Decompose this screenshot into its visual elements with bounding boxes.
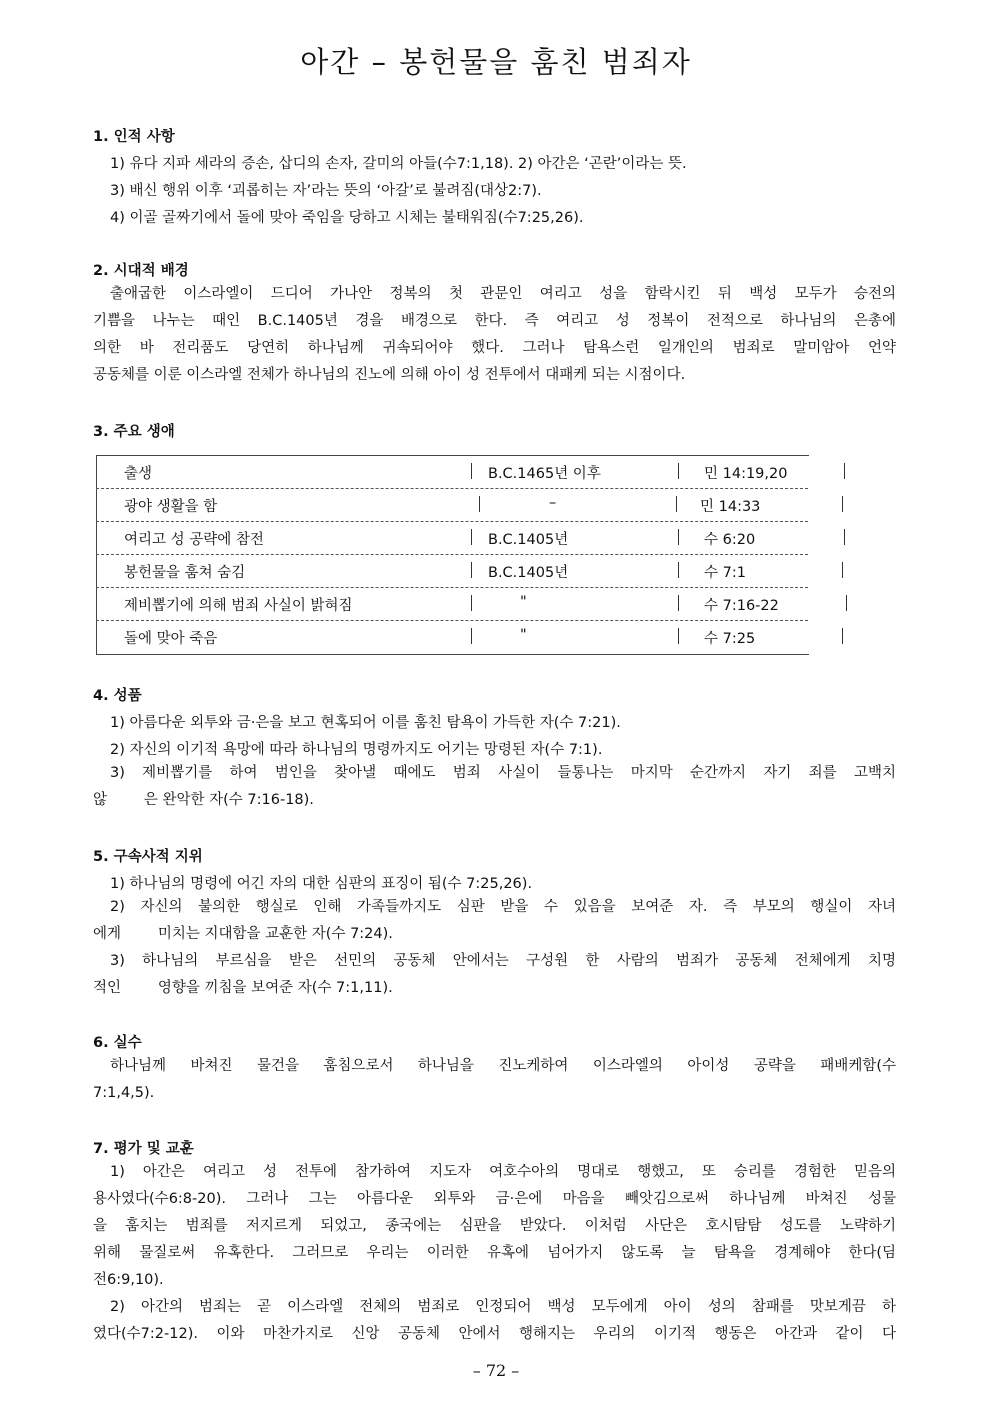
column-separator [678, 628, 679, 644]
column-separator [678, 463, 679, 479]
character-paragraph-3 [93, 760, 896, 814]
column-separator [471, 463, 472, 479]
column-separator [678, 529, 679, 545]
paragraph-line: 적인 영향을 끼침을 보여준 자(수 7:1,11). [93, 980, 393, 996]
paragraph-line: 기쁨을 나누는 때인 B.C.1405년 경을 배경으로 한다. 즉 여리고 성 정복이 전적으로 하나님의 은총에 [93, 313, 896, 329]
reference-cell: 수 7:16-22 [704, 598, 779, 614]
historical-background-paragraph [93, 281, 896, 389]
section-heading-historical-background: 2. 시대적 배경 [93, 263, 189, 279]
date-cell: " [520, 594, 527, 610]
personal-info-line-2: 3) 배신 행위 이후 ‘괴롭히는 자’라는 뜻의 ‘아갈’로 불려짐(대상2:7). [110, 183, 542, 199]
date-cell: B.C.1405년 [488, 532, 569, 548]
paragraph-line: 공동체를 이룬 이스라엘 전체가 하나님의 진노에 의해 아이 성 전투에서 대패케 되는 시점이다. [93, 367, 686, 383]
date-cell: B.C.1405년 [488, 565, 569, 581]
paragraph-line: 7:1,4,5). [93, 1085, 155, 1101]
redemptive-paragraph-3 [93, 948, 896, 1002]
table-row [96, 587, 848, 620]
date-cell: " [520, 627, 527, 643]
date-cell: – [549, 495, 557, 511]
column-separator [676, 496, 677, 512]
redemptive-paragraph-2 [93, 894, 896, 948]
paragraph-line: 을 훔치는 범죄를 저지르게 되었고, 종국에는 심판을 받았다. 이처럼 사단은 호시탐탐 성도를 노략하기 [93, 1218, 896, 1234]
event-cell: 출생 [124, 466, 153, 482]
paragraph-line: 3) 제비뽑기를 하여 범인을 찾아낼 때에도 범죄 사실이 들통나는 마지막 순간까지 자기 죄를 고백치 [110, 765, 896, 781]
event-cell: 광야 생활을 함 [124, 499, 218, 515]
date-cell: B.C.1465년 이후 [488, 466, 601, 482]
page-title: 아간 – 봉헌물을 훔친 범죄자 [300, 45, 692, 79]
paragraph-line: 않 은 완악한 자(수 7:16-18). [93, 792, 314, 808]
paragraph-line: 용사였다(수6:8-20). 그러나 그는 아름다운 외투와 금·은에 마음을 빼앗김으로써 하나님께 바쳐진 성물 [93, 1191, 896, 1207]
column-separator [842, 562, 843, 578]
paragraph-line: 전6:9,10). [93, 1272, 164, 1288]
event-cell: 여리고 성 공략에 참전 [124, 532, 264, 548]
column-separator [471, 529, 472, 545]
reference-cell: 수 7:1 [704, 565, 746, 581]
paragraph-line: 였다(수7:2-12). 이와 마찬가지로 신앙 공동체 안에서 행해지는 우리의 이기적 행동은 아간과 같이 다 [93, 1326, 896, 1342]
reference-cell: 수 6:20 [704, 532, 756, 548]
paragraph-line: 하나님께 바쳐진 물건을 훔침으로서 하나님을 진노케하여 이스라엘의 아이성 공략을 패배케함(수 [110, 1058, 896, 1074]
reference-cell: 민 14:19,20 [704, 466, 788, 482]
column-separator [846, 595, 847, 611]
table-row [96, 554, 848, 587]
table-row [96, 455, 848, 488]
section-heading-character: 4. 성품 [93, 688, 142, 704]
column-separator [844, 529, 845, 545]
column-separator [471, 628, 472, 644]
paragraph-line: 의한 바 전리품도 당연히 하나님께 귀속되어야 했다. 그러나 탐욕스런 일개인의 범죄로 말미암아 언약 [93, 340, 896, 356]
event-cell: 봉헌물을 훔쳐 숨김 [124, 565, 246, 581]
column-separator [842, 496, 843, 512]
reference-cell: 수 7:25 [704, 631, 756, 647]
evaluation-paragraph-1 [93, 1159, 896, 1294]
table-row [96, 488, 848, 521]
section-heading-personal-info: 1. 인적 사항 [93, 129, 175, 145]
life-events-table [96, 455, 848, 653]
section-heading-redemptive-status: 5. 구속사적 지위 [93, 849, 203, 865]
paragraph-line: 에게 미치는 지대함을 교훈한 자(수 7:24). [93, 926, 393, 942]
reference-cell: 민 14:33 [700, 499, 761, 515]
page-number: – 72 – [472, 1361, 520, 1380]
column-separator [471, 595, 472, 611]
event-cell: 제비뽑기에 의해 범죄 사실이 밝혀짐 [124, 598, 353, 614]
character-line-1: 1) 아름다운 외투와 금·은을 보고 현혹되어 이를 훔친 탐욕이 가득한 자(수 7:21). [110, 715, 621, 731]
redemptive-line-1: 1) 하나님의 명령에 어긴 자의 대한 심판의 표징이 됨(수 7:25,26). [110, 876, 533, 892]
column-separator [842, 628, 843, 644]
event-cell: 돌에 맞아 죽음 [124, 631, 218, 647]
table-row [96, 521, 848, 554]
character-line-2: 2) 자신의 이기적 욕망에 따라 하나님의 명령까지도 어기는 망령된 자(수 7:1). [110, 742, 603, 758]
table-row [96, 620, 848, 653]
column-separator [844, 463, 845, 479]
paragraph-line: 2) 아간의 범죄는 곧 이스라엘 전체의 범죄로 인정되어 백성 모두에게 아이 성의 참패를 맛보게끔 하 [110, 1299, 896, 1315]
paragraph-line: 2) 자신의 불의한 행실로 인해 가족들까지도 심판 받을 수 있음을 보여준 자. 즉 부모의 행실이 자녀 [110, 899, 896, 915]
column-separator [678, 595, 679, 611]
section-heading-evaluation: 7. 평가 및 교훈 [93, 1141, 194, 1157]
mistake-paragraph [93, 1053, 896, 1107]
personal-info-line-1: 1) 유다 지파 세라의 증손, 삽디의 손자, 갈미의 아들(수7:1,18). 2) 아간은 ‘곤란’이라는 뜻. [110, 156, 687, 172]
section-heading-major-life: 3. 주요 생애 [93, 424, 175, 440]
section-heading-mistake: 6. 실수 [93, 1035, 142, 1051]
personal-info-line-3: 4) 이골 골짜기에서 돌에 맞아 죽임을 당하고 시체는 불태워짐(수7:25,26). [110, 210, 584, 226]
column-separator [471, 562, 472, 578]
evaluation-paragraph-2 [93, 1294, 896, 1348]
paragraph-line: 1) 아간은 여리고 성 전투에 참가하여 지도자 여호수아의 명대로 행했고, 또 승리를 경험한 믿음의 [110, 1164, 896, 1180]
column-separator [479, 496, 480, 512]
column-separator [678, 562, 679, 578]
paragraph-line: 3) 하나님의 부르심을 받은 선민의 공동체 안에서는 구성원 한 사람의 범죄가 공동체 전체에게 치명 [110, 953, 896, 969]
paragraph-line: 출애굽한 이스라엘이 드디어 가나안 정복의 첫 관문인 여리고 성을 함락시킨 뒤 백성 모두가 승전의 [110, 286, 896, 302]
paragraph-line: 위해 물질로써 유혹한다. 그러므로 우리는 이러한 유혹에 넘어가지 않도록 늘 탐욕을 경계해야 한다(딤 [93, 1245, 896, 1261]
